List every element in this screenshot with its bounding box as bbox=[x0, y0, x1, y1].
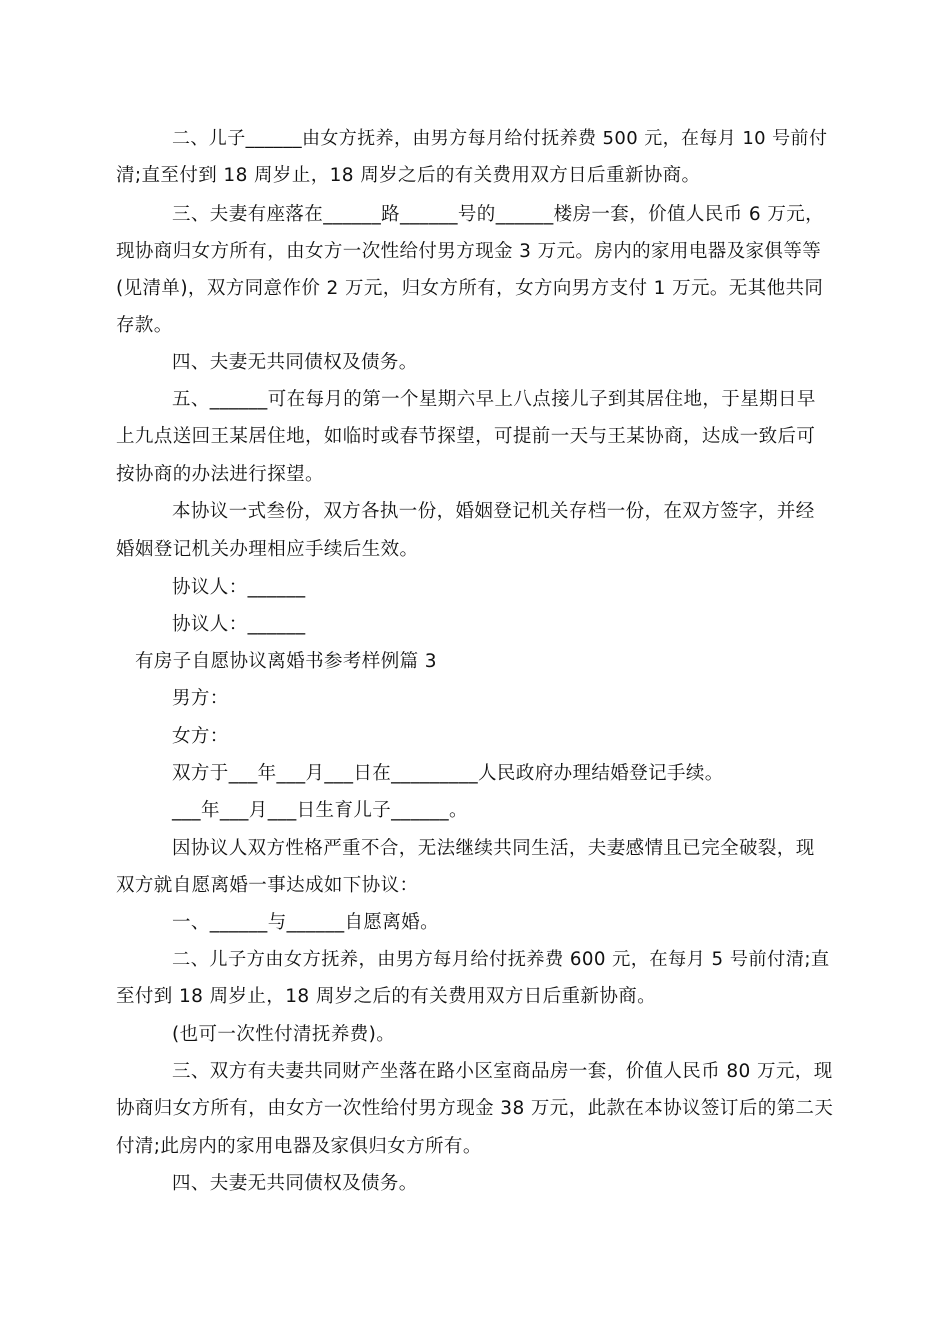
paragraph-line: 付清;此房内的家用电器及家俱归女方所有。 bbox=[116, 1136, 482, 1157]
paragraph-line: 存款。 bbox=[116, 315, 173, 336]
paragraph-line: 女方： bbox=[172, 726, 229, 747]
paragraph-line: 双方就自愿离婚一事达成如下协议： bbox=[116, 875, 419, 896]
paragraph-line: 四、夫妻无共同债权及债务。 bbox=[172, 1173, 418, 1194]
paragraph-line: 一、______与______自愿离婚。 bbox=[172, 912, 440, 933]
paragraph-line: 二、儿子______由女方抚养，由男方每月给付抚养费 500 元，在每月 10 号前付 bbox=[172, 128, 828, 149]
paragraph-line: (也可一次性付清抚养费)。 bbox=[172, 1024, 396, 1045]
paragraph-line: 本协议一式叁份，双方各执一份，婚姻登记机关存档一份，在双方签字，并经 bbox=[172, 501, 815, 522]
paragraph-line: 至付到 18 周岁止，18 周岁之后的有关费用双方日后重新协商。 bbox=[116, 986, 657, 1007]
paragraph-line: 上九点送回王某居住地，如临时或春节探望，可提前一天与王某协商，达成一致后可 bbox=[116, 426, 816, 447]
paragraph-line: ___年___月___日生育儿子______。 bbox=[172, 800, 468, 821]
paragraph-line: 三、夫妻有座落在______路______号的______楼房一套，价值人民币 6 万元， bbox=[172, 204, 825, 225]
paragraph-line: 男方： bbox=[172, 688, 229, 709]
paragraph-line: 现协商归女方所有，由女方一次性给付男方现金 3 万元。房内的家用电器及家俱等等 bbox=[116, 241, 822, 262]
paragraph-line: 双方于___年___月___日在_________人民政府办理结婚登记手续。 bbox=[172, 763, 724, 784]
paragraph-line: 二、儿子方由女方抚养，由男方每月给付抚养费 600 元，在每月 5 号前付清;直 bbox=[172, 949, 830, 970]
paragraph-line: 协商归女方所有，由女方一次性给付男方现金 38 万元，此款在本协议签订后的第二天 bbox=[116, 1098, 834, 1119]
paragraph-line: 婚姻登记机关办理相应手续后生效。 bbox=[116, 539, 419, 560]
paragraph-line: 五、______可在每月的第一个星期六早上八点接儿子到其居住地，于星期日早 bbox=[172, 389, 816, 410]
paragraph-line: 清;直至付到 18 周岁止，18 周岁之后的有关费用双方日后重新协商。 bbox=[116, 165, 701, 186]
paragraph-line: 三、双方有夫妻共同财产坐落在路小区室商品房一套，价值人民币 80 万元，现 bbox=[172, 1061, 833, 1082]
signature-line: 协议人：______ bbox=[172, 577, 306, 598]
paragraph-line: (见清单)，双方同意作价 2 万元，归女方所有，女方向男方支付 1 万元。无其他共同 bbox=[116, 278, 824, 299]
paragraph-line: 四、夫妻无共同债权及债务。 bbox=[172, 352, 418, 373]
signature-line: 协议人：______ bbox=[172, 614, 306, 635]
section-title: 有房子自愿协议离婚书参考样例篇 3 bbox=[135, 651, 437, 672]
paragraph-line: 按协商的办法进行探望。 bbox=[116, 464, 324, 485]
paragraph-line: 因协议人双方性格严重不合，无法继续共同生活，夫妻感情且已完全破裂，现 bbox=[172, 838, 815, 859]
